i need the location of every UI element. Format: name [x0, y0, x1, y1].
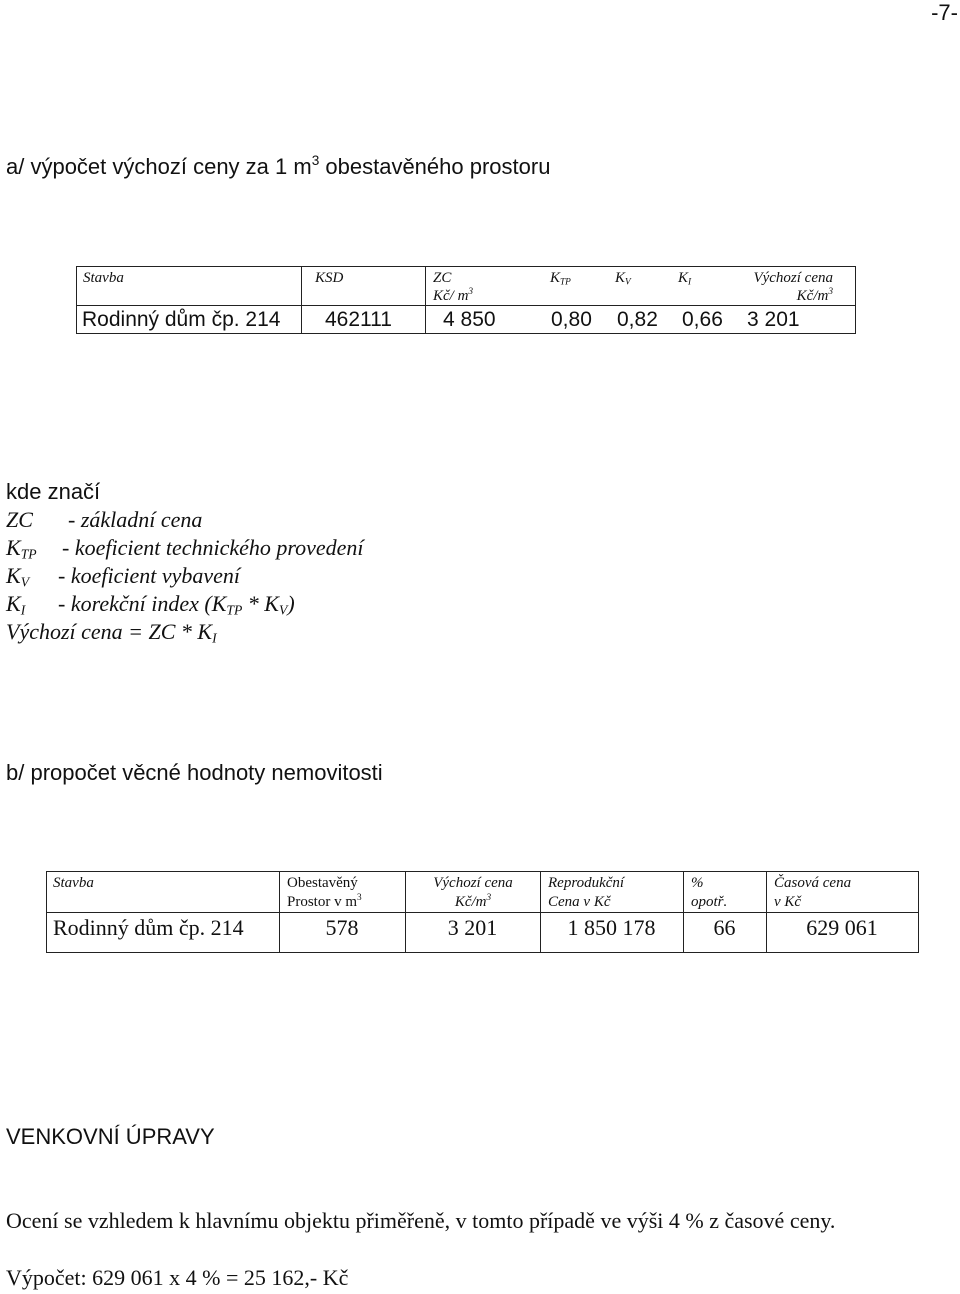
- page-number: -7-: [931, 0, 958, 25]
- legend-zc-symbol: ZC: [6, 507, 33, 532]
- table1-header-ktp: [550, 269, 571, 287]
- table1-header-ki-sub: I: [688, 277, 692, 288]
- table1-header-zc-unit: Kč/ m: [433, 288, 469, 304]
- table1-header-ki: [678, 269, 691, 287]
- legend-ki-desc: [58, 591, 295, 617]
- table2-cell-opotr: 66: [713, 915, 736, 940]
- table2-header-stavba: Stavba: [53, 875, 94, 891]
- section-a-heading: [6, 154, 550, 180]
- table1-cell-stavba: Rodinný dům čp. 214: [82, 308, 281, 331]
- table2-header-obestaveny-unit: Prostor v m: [287, 894, 358, 910]
- table1-header-vychozi-line1: Výchozí cena: [753, 270, 833, 286]
- table1-header-vychozi: [743, 269, 833, 305]
- section-b-heading: b/ propočet věcné hodnoty nemovitosti: [6, 760, 383, 785]
- table1-header-kv-sub: V: [625, 277, 631, 288]
- table1-header-zc: [433, 269, 473, 305]
- table1-header-vychozi-line2: [743, 287, 833, 305]
- table-vychozi-cena: [76, 266, 856, 334]
- legend-ki-desc-mid: * K: [242, 591, 279, 616]
- table2-header-obestaveny-sup: 3: [357, 892, 362, 903]
- legend-ktp-desc: - koeficient technického provedení: [62, 535, 364, 560]
- legend-ki-desc-pre: - korekční index (K: [58, 591, 227, 616]
- table1-cell-ktp: 0,80: [551, 308, 592, 331]
- legend-ktp-sub: TP: [20, 546, 37, 562]
- section-a-heading-post: obestavěného prostoru: [319, 154, 551, 179]
- legend-ki-base: K: [6, 591, 21, 616]
- table1-header-vychozi-unit: Kč/m: [796, 288, 829, 304]
- table1-cell-ksd: 462111: [325, 308, 392, 331]
- table2-cell-casova: 629 061: [806, 915, 878, 940]
- table2-header-vychozi-unit: Kč/m: [454, 894, 487, 910]
- table1-header-zc-line2: [433, 287, 473, 305]
- table2-cell-vychozi: 3 201: [447, 915, 498, 940]
- table1-header-kv-base: K: [615, 270, 626, 286]
- table1-header-stavba: Stavba: [83, 270, 124, 286]
- legend-ki-sub: I: [20, 602, 26, 618]
- table2-header-obestaveny: [287, 874, 362, 912]
- legend-kv-desc: - koeficient vybavení: [58, 563, 241, 588]
- table1-row-divider: [77, 305, 855, 306]
- table2-header-casova-line2: v Kč: [774, 894, 802, 910]
- table2-header-opotr-line2: opotř.: [691, 894, 728, 910]
- legend-ki-desc-post: ): [287, 591, 295, 616]
- section-a-heading-sup: 3: [311, 153, 320, 169]
- table2-cell-reprodukcni: 1 850 178: [567, 915, 656, 940]
- legend-ki-desc-sub1: TP: [226, 602, 243, 618]
- table2-header-vychozi-line1: Výchozí cena: [433, 875, 513, 891]
- table1-header-zc-sup: 3: [468, 286, 474, 297]
- table2-cell-stavba: Rodinný dům čp. 214: [53, 915, 244, 940]
- table2-header-vychozi-sup: 3: [486, 892, 492, 903]
- table2-header-obestaveny-line2: [287, 893, 362, 912]
- legend-ktp-symbol: [6, 535, 37, 561]
- table-vecna-hodnota: [46, 871, 919, 953]
- legend-kv-sub: V: [20, 574, 30, 590]
- venkovni-paragraph: Ocení se vzhledem k hlavnímu objektu přiměřeně, v tomto případě ve výši 4 % z časové ceny.: [6, 1208, 836, 1233]
- section-a-heading-pre: a/ výpočet výchozí ceny za 1 m: [6, 154, 312, 179]
- legend-ktp-base: K: [6, 535, 21, 560]
- table1-header-ksd: KSD: [315, 270, 344, 286]
- table1-cell-vychozi: 3 201: [747, 308, 800, 331]
- table1-cell-zc: 4 850: [443, 308, 496, 331]
- legend-ki-symbol: [6, 591, 25, 617]
- table1-cell-ki: 0,66: [682, 308, 723, 331]
- legend-kv-symbol: [6, 563, 29, 589]
- table1-divider: [301, 267, 302, 333]
- table1-divider: [425, 267, 426, 333]
- table1-header-kv: [615, 269, 631, 287]
- venkovni-heading: VENKOVNÍ ÚPRAVY: [6, 1124, 215, 1149]
- legend-formula-text: Výchozí cena = ZC * K: [6, 619, 213, 644]
- legend-formula-sub: I: [212, 630, 217, 646]
- table2-header-vychozi-line2: [413, 893, 533, 912]
- table2-header-reprodukcni-line2: Cena v Kč: [548, 894, 611, 910]
- table1-header-ktp-base: K: [550, 270, 561, 286]
- legend-kv-base: K: [6, 563, 21, 588]
- table1-header-vychozi-sup: 3: [828, 286, 833, 297]
- table1-header-ktp-sub: TP: [560, 277, 571, 288]
- table2-header-casova: [774, 874, 851, 912]
- legend-zc-desc: - základní cena: [68, 507, 203, 532]
- table1-header-ki-base: K: [678, 270, 689, 286]
- table2-header-reprodukcni-line1: Reprodukční: [548, 875, 625, 891]
- venkovni-calculation: Výpočet: 629 061 x 4 % = 25 162,- Kč: [6, 1265, 349, 1290]
- legend-formula: [6, 619, 217, 645]
- table2-header-vychozi: [413, 874, 533, 912]
- table2-row-divider: [47, 912, 918, 913]
- table2-header-opotr: [691, 874, 727, 912]
- table1-cell-kv: 0,82: [617, 308, 658, 331]
- table2-header-casova-line1: Časová cena: [774, 875, 852, 891]
- table2-header-obestaveny-line1: Obestavěný: [287, 875, 358, 891]
- table2-header-reprodukcni: [548, 874, 624, 912]
- legend-ki-desc-sub2: V: [278, 602, 288, 618]
- table2-header-opotr-line1: %: [691, 875, 704, 891]
- legend-intro: kde značí: [6, 479, 101, 504]
- table2-cell-obestaveny: 578: [325, 915, 359, 940]
- table1-header-zc-line1: ZC: [433, 270, 452, 286]
